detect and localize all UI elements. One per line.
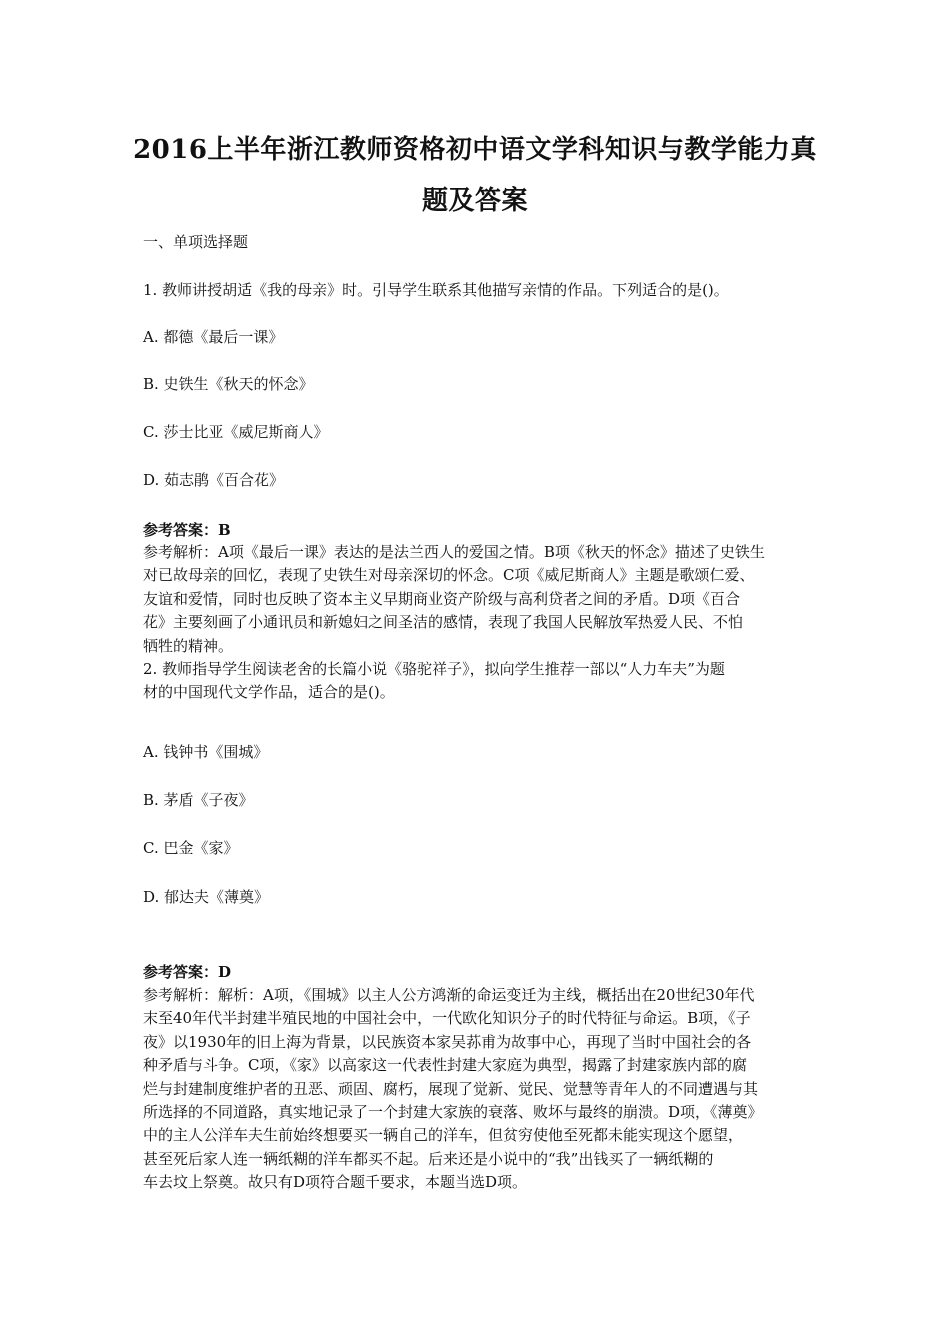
analysis-line: 末至40年代半封建半殖民地的中国社会中，一代欧化知识分子的时代特征与命运。B项，《子 (143, 1009, 751, 1028)
question-1-option-a: A. 都德《最后一课》 (143, 328, 284, 346)
analysis-line: 烂与封建制度维护者的丑恶、顽固、腐朽，展现了觉新、觉民、觉慧等青年人的不同遭遇与其 (143, 1079, 759, 1098)
analysis-line: 参考解析：A项《最后一课》表达的是法兰西人的爱国之情。B项《秋天的怀念》描述了史铁生 (143, 543, 765, 561)
analysis-line: 牺牲的精神。 (143, 636, 234, 655)
question-1-answer: 参考答案：B (143, 521, 231, 539)
question-1-stem: 1. 教师讲授胡适《我的母亲》时。引导学生联系其他描写亲情的作品。下列适合的是()。 (143, 281, 729, 299)
question-1-option-b: B. 史铁生《秋天的怀念》 (143, 375, 314, 393)
question-1-analysis (143, 541, 813, 658)
question-1-option-c: C. 莎士比亚《威尼斯商人》 (143, 423, 329, 441)
question-2-stem-line: 材的中国现代文学作品，适合的是()。 (143, 683, 395, 702)
document-title-line-2: 题及答案 (421, 186, 528, 216)
question-2-option-a: A. 钱钟书《围城》 (143, 743, 269, 761)
question-1-option-d: D. 茹志鹃《百合花》 (143, 471, 285, 489)
document-title-line-1: 2016上半年浙江教师资格初中语文学科知识与教学能力真 (133, 135, 817, 165)
analysis-line: 参考解析：解析：A项，《围城》以主人公方鸿渐的命运变迁为主线，概括出在20世纪30年代 (143, 986, 755, 1004)
analysis-line: 对已故母亲的回忆，表现了史铁生对母亲深切的怀念。C项《威尼斯商人》主题是歌颂仁爱、 (143, 566, 755, 585)
analysis-line: 所选择的不同道路，真实地记录了一个封建大家族的衰落、败坏与最终的崩溃。D项，《薄奠》 (143, 1103, 763, 1122)
analysis-line: 中的主人公洋车夫生前始终想要买一辆自己的洋车，但贫穷使他至死都未能实现这个愿望， (143, 1126, 744, 1145)
question-2-stem (143, 658, 813, 705)
question-2-answer: 参考答案：D (143, 963, 232, 981)
question-2-option-d: D. 郁达夫《薄奠》 (143, 888, 270, 906)
question-2-option-b: B. 茅盾《子夜》 (143, 791, 254, 809)
question-2-option-c: C. 巴金《家》 (143, 839, 239, 857)
analysis-line: 友谊和爱情，同时也反映了资本主义早期商业资产阶级与高利贷者之间的矛盾。D项《百合 (143, 589, 741, 608)
question-2-analysis (143, 984, 813, 1195)
section-heading: 一、单项选择题 (143, 233, 249, 251)
analysis-line: 甚至死后家人连一辆纸糊的洋车都买不起。后来还是小说中的“我”出钱买了一辆纸糊的 (143, 1149, 714, 1168)
analysis-line: 车去坟上祭奠。故只有D项符合题千要求，本题当选D项。 (143, 1173, 528, 1192)
analysis-line: 花》主要刻画了小通讯员和新媳妇之间圣洁的感情，表现了我国人民解放军热爱人民、不怕 (143, 613, 744, 632)
question-2-stem-line: 2. 教师指导学生阅读老舍的长篇小说《骆驼祥子》，拟向学生推荐一部以“人力车夫”为题 (143, 660, 725, 678)
analysis-line: 夜》以1930年的旧上海为背景，以民族资本家吴荪甫为故事中心，再现了当时中国社会的各 (143, 1032, 752, 1051)
analysis-line: 种矛盾与斗争。C项，《家》以高家这一代表性封建大家庭为典型，揭露了封建家族内部的腐 (143, 1056, 747, 1075)
